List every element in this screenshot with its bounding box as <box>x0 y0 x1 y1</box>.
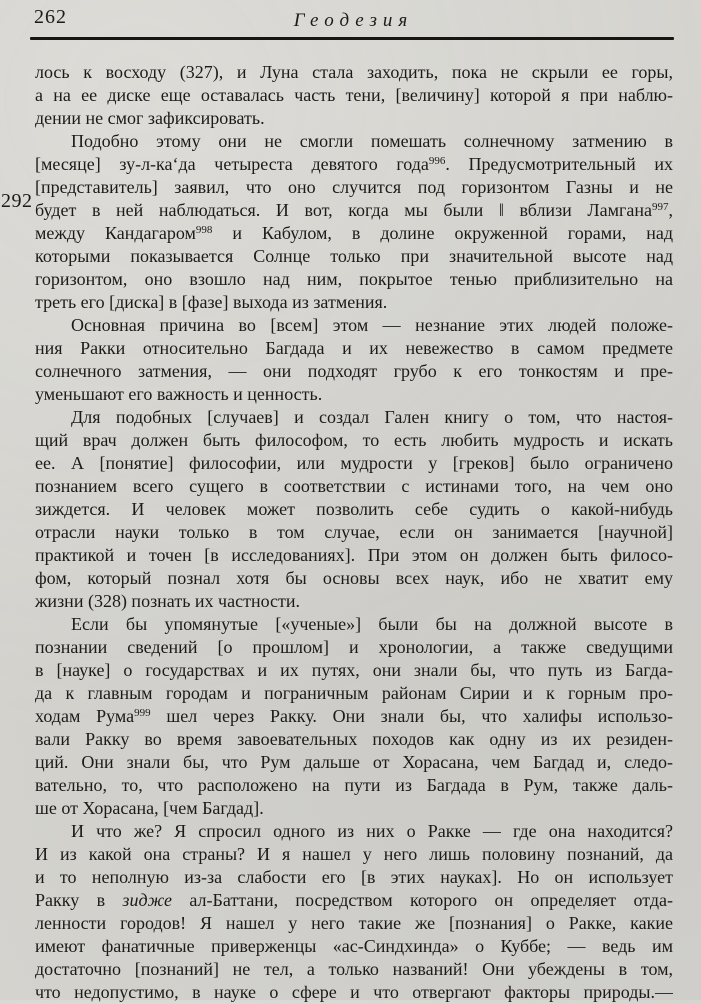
text-line: И из какой она страны? И я нашел у него лишь половину познаний, да <box>35 844 673 864</box>
text-line: ее. А [понятие] философии, или мудрости у [греков] было ограничено <box>35 453 673 473</box>
text-line: ния Ракки относительно Багдада и их невежество в самом предмете <box>35 338 673 358</box>
text-line: да к главным городам и пограничным районам Сирии и к горным про- <box>35 683 673 703</box>
text-line: познанием всего сущего в соответствии с истинами того, на чем оно <box>35 476 673 496</box>
text-line: ходам Рума$^{999}$ шел через Ракку. Они знали бы, что халифы использо- <box>35 706 673 726</box>
text-line: ленности городов! Я нашел у него такие же [познания] о Ракке, какие <box>35 913 673 933</box>
text-line: [месяце] зу-л-ка‘да четыреста девятого года$^{996}$. Предусмотрительный их <box>35 154 673 174</box>
text-line: треть его [диска] в [фазе] выхода из затмения. <box>35 292 388 312</box>
text-line: Если бы упомянутые [«ученые»] были бы на должной высоте в <box>71 614 673 634</box>
text-line: вали Ракку во время завоевательных походов как одну из их резиден- <box>35 729 673 749</box>
paragraph <box>35 406 673 613</box>
text-line: вательно, то, что расположено на пути из Багдада в Рум, также даль- <box>35 775 673 795</box>
text-line: уменьшают его важность и ценность. <box>35 384 323 404</box>
paragraph <box>35 314 673 406</box>
text-line: а на ее диске еще оставалась часть тени, [величину] которой я при наблю- <box>35 85 673 105</box>
text-line: горизонтом, оно взошло над ним, покрытое тенью приблизительно на <box>35 269 673 289</box>
text-line: фом, который познал хотя бы основы всех наук, ибо не хватит ему <box>35 568 673 588</box>
text-line: которыми показывается Солнце только при значительной высоте над <box>35 246 673 266</box>
text-line: познании сведений [о прошлом] и хронологии, а также сведущими <box>35 637 673 657</box>
text-line: отрасли науки только в том случае, если он занимается [научной] <box>35 522 673 542</box>
paragraph <box>35 820 673 1004</box>
page-body <box>35 61 673 1004</box>
text-line: щий врач должен быть философом, то есть любить мудрость и искать <box>35 430 673 450</box>
text-line: и то неполную из-за слабости его [в этих науках]. Но он использует <box>35 867 673 887</box>
text-line: между Кандагаром$^{998}$ и Кабулом, в долине окруженной горами, над <box>35 223 673 243</box>
paragraph <box>35 613 673 820</box>
text-line: что недопустимо, в науке о сфере и что отвергают факторы природы.— <box>35 982 673 1002</box>
text-line: имеют фанатичные приверженцы «ас-Синдхинда» о Куббе; — ведь им <box>35 936 673 956</box>
text-line: ше от Хорасана, [чем Багдад]. <box>35 798 264 818</box>
text-line: Подобно этому они не смогли помешать солнечному затмению в <box>71 131 673 151</box>
text-line: лось к восходу (327), и Луна стала заходить, пока не скрыли ее горы, <box>35 62 673 82</box>
text-line: солнечного затмения, — они подходят грубо к его тонкостям и пре- <box>35 361 673 381</box>
text-line: будет в ней наблюдаться. И вот, когда мы были ‖ вблизи Ламгана$^{997}$, <box>35 200 673 220</box>
text-line: дении не смог зафиксировать. <box>35 108 265 128</box>
text-line: в [науке] о государствах и их путях, они знали бы, что путь из Багда- <box>35 660 673 680</box>
paragraph <box>35 61 673 130</box>
page-number: 262 <box>34 6 67 28</box>
page-header <box>0 0 701 35</box>
text-line: И что же? Я спросил одного из них о Ракке — где она находится? <box>71 821 673 841</box>
text-line: зиждется. И человек может позволить себе судить о какой-нибудь <box>35 499 673 519</box>
margin-line-number: 292 <box>1 190 33 212</box>
text-line: Ракку в зидже ал-Баттани, посредством которого он определяет отда- <box>35 890 673 910</box>
header-rule <box>30 37 674 40</box>
text-line: Основная причина во [всем] этом — незнание этих людей положе- <box>71 315 673 335</box>
text-line: [представитель] заявил, что оно случится под горизонтом Газны и не <box>35 177 673 197</box>
text-line: достаточно [познаний] не тел, а только названий! Они убеждены в том, <box>35 959 673 979</box>
text-line: жизни (328) познать их частности. <box>35 591 301 611</box>
text-line: ций. Они знали бы, что Рум дальше от Хорасана, чем Багдад и, следо- <box>35 752 673 772</box>
text-line: Для подобных [случаев] и создал Гален книгу о том, что настоя- <box>71 407 673 427</box>
paragraph <box>35 130 673 314</box>
running-title: Геодезия <box>293 10 414 31</box>
text-line: практикой и точен [в исследованиях]. При этом он должен быть филосо- <box>35 545 673 565</box>
